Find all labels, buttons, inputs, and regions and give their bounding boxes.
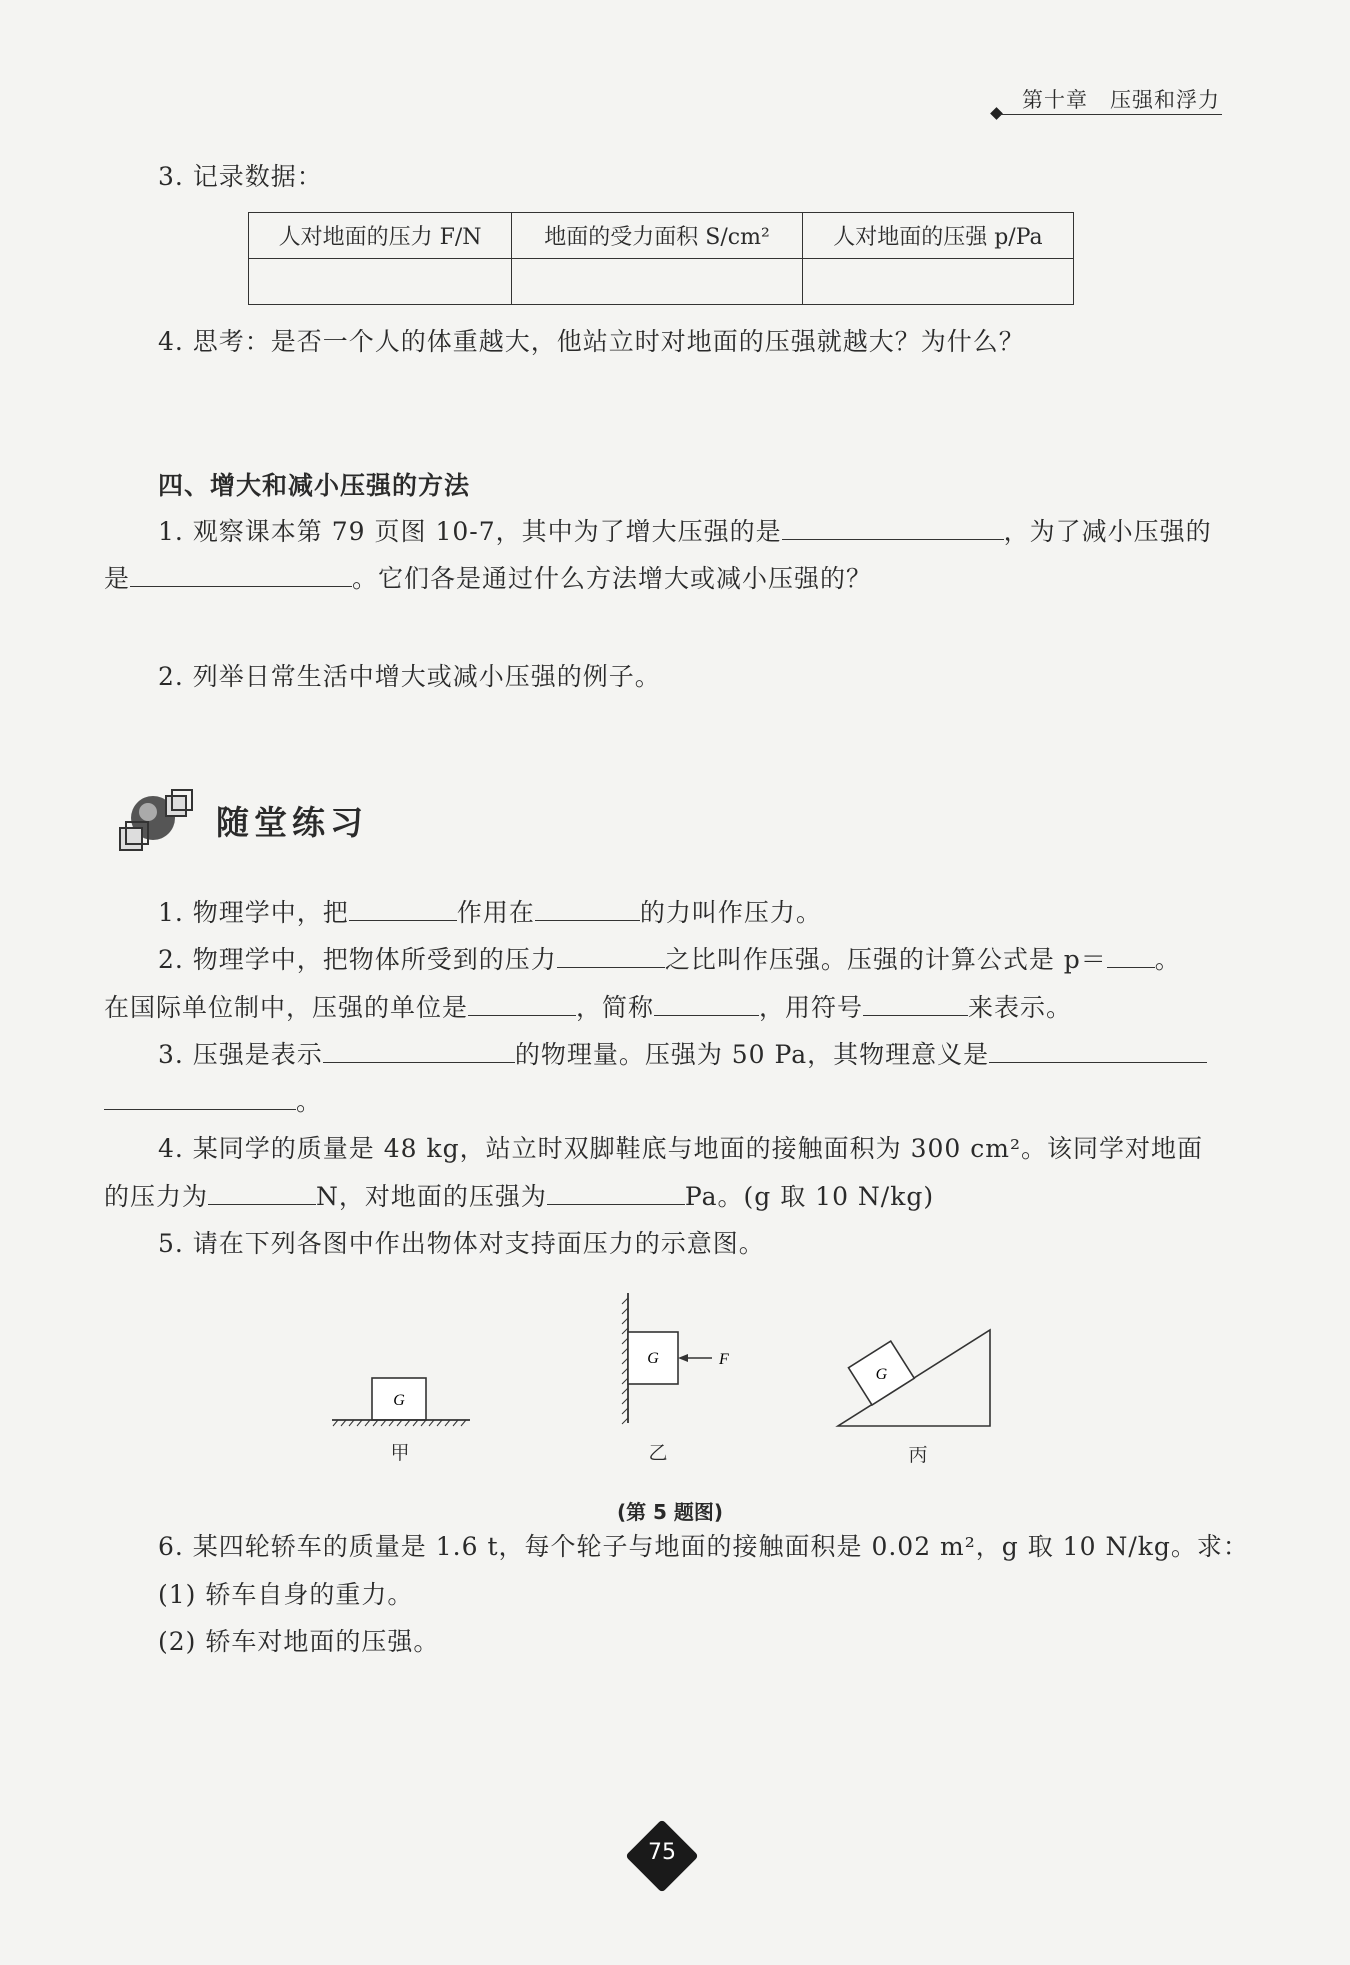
table-cell-empty[interactable] [802,259,1073,305]
practice-cube-icon [108,778,198,858]
practice-q4: 4. 某同学的质量是 48 kg，站立时双脚鞋底与地面的接触面积为 300 cm²。该同学对地面 [158,1134,1203,1163]
text: 作用在 [456,898,535,927]
text: 来表示。 [968,993,1073,1022]
answer-blank[interactable] [130,564,352,587]
practice-title: 随堂练习 [216,803,368,842]
answer-blank[interactable] [535,898,640,921]
answer-blank[interactable] [557,945,665,968]
table-header-row [249,213,1074,259]
figure-yi [612,1288,742,1428]
figure-caption: (第 5 题图) [616,1500,724,1524]
figure-jia [330,1370,475,1430]
chapter-header: 第十章 压强和浮力 [1022,88,1220,112]
practice-q2-cont [104,993,1072,1023]
answer-blank[interactable] [863,993,968,1016]
answer-blank[interactable] [323,1040,515,1063]
answer-blank[interactable] [468,993,576,1016]
figure-label-yi: 乙 [648,1442,668,1464]
header-rule [1000,114,1222,115]
text: 2. 物理学中，把物体所受到的压力 [158,945,557,974]
practice-q1 [158,898,822,928]
section-4-item-1 [158,517,1212,547]
answer-blank[interactable] [989,1040,1207,1063]
practice-q3 [158,1040,1207,1070]
practice-q6-part-2: (2) 轿车对地面的压强。 [158,1627,440,1656]
practice-q2 [158,945,1181,975]
table-row [249,259,1074,305]
data-table [248,212,1074,305]
block-letter: G [875,1366,888,1384]
text: 3. 压强是表示 [158,1040,323,1069]
answer-blank[interactable] [1107,945,1155,968]
text: 。它们各是通过什么方法增大或减小压强的？ [352,564,873,593]
text: 的力叫作压力。 [639,898,822,927]
text: N，对地面的压强为 [316,1182,547,1211]
practice-q4-cont [104,1182,934,1212]
text: 。 [1154,945,1181,974]
figure-bing [830,1322,1000,1432]
answer-blank[interactable] [654,993,759,1016]
practice-q6-part-1: (1) 轿车自身的重力。 [158,1580,414,1609]
answer-blank[interactable] [349,898,457,921]
table-header-cell: 人对地面的压强 p/Pa [802,213,1073,259]
text: 之比叫作压强。压强的计算公式是 p＝ [664,945,1107,974]
text: 1. 观察课本第 79 页图 10-7，其中为了增大压强的是 [158,517,782,546]
section-4-item-2: 2. 列举日常生活中增大或减小压强的例子。 [158,662,661,691]
section-4-item-1-cont [104,564,872,594]
text: Pa。(g 取 10 N/kg) [684,1182,935,1211]
text: 的物理量。压强为 50 Pa，其物理意义是 [514,1040,990,1069]
block-letter: G [647,1350,659,1367]
table-header-cell: 人对地面的压力 F/N [249,213,512,259]
text: ，用符号 [759,993,864,1022]
text: ，简称 [576,993,655,1022]
answer-blank[interactable] [208,1182,316,1205]
text: ，为了减小压强的 [1003,517,1212,546]
practice-q6: 6. 某四轮轿车的质量是 1.6 t，每个轮子与地面的接触面积是 0.02 m²，g 取 10 N/kg。求： [158,1532,1249,1561]
answer-blank[interactable] [547,1182,685,1205]
text: 是 [104,564,131,593]
table-cell-empty[interactable] [249,259,512,305]
practice-q3-cont [104,1087,322,1117]
force-letter: F [719,1351,729,1368]
section-4-title: 四、增大和减小压强的方法 [158,471,471,500]
item-3-record-data: 3. 记录数据： [158,162,323,191]
text: 。 [296,1087,323,1116]
figure-label-bing: 丙 [908,1444,928,1466]
answer-blank[interactable] [782,517,1004,540]
table-cell-empty[interactable] [512,259,803,305]
practice-q5: 5. 请在下列各图中作出物体对支持面压力的示意图。 [158,1229,765,1258]
text: 1. 物理学中，把 [158,898,349,927]
block-letter: G [393,1392,405,1409]
item-4-think: 4. 思考：是否一个人的体重越大，他站立时对地面的压强就越大？为什么？ [158,327,1025,356]
text: 的压力为 [104,1182,209,1211]
answer-blank[interactable] [104,1087,296,1110]
table-header-cell: 地面的受力面积 S/cm² [512,213,803,259]
force-arrow-head [678,1354,688,1362]
figure-label-jia: 甲 [390,1442,410,1464]
page-number: 75 [648,1840,676,1865]
text: 在国际单位制中，压强的单位是 [104,993,469,1022]
